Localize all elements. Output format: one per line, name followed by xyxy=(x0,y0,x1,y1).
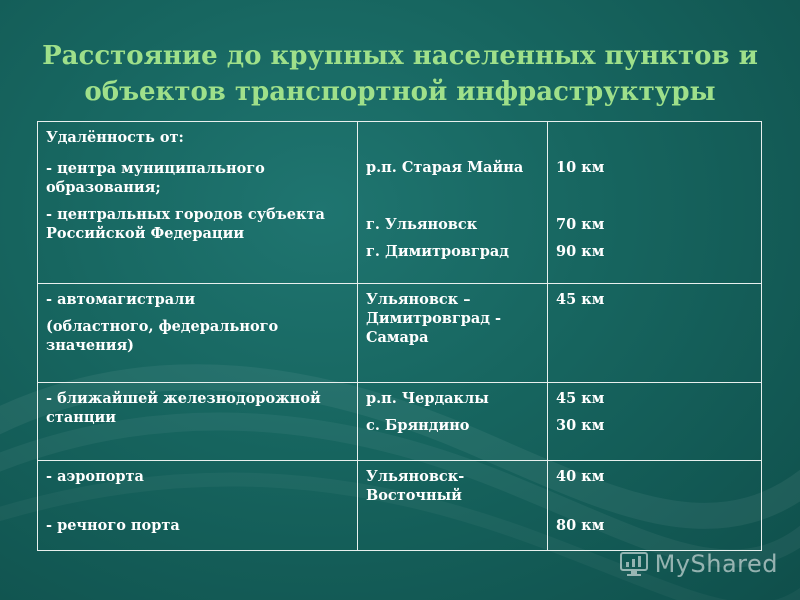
cell-text: 70 км xyxy=(556,216,605,233)
cell-text: (областного, федерального значения) xyxy=(46,318,279,354)
table-cell xyxy=(548,122,762,284)
table-cell xyxy=(38,284,358,383)
cell-text: - автомагистрали xyxy=(46,291,196,308)
cell-text: 90 км xyxy=(556,243,605,260)
table-cell xyxy=(38,461,358,551)
table-row xyxy=(38,383,762,461)
cell-text: с. Бряндино xyxy=(366,417,470,434)
cell-text: 40 км xyxy=(556,468,605,485)
table-cell xyxy=(38,383,358,461)
cell-text: г. Димитровград xyxy=(366,243,509,260)
distance-table xyxy=(37,121,762,551)
cell-text: - ближайшей железнодорожной станции xyxy=(46,390,321,426)
cell-text: р.п. Старая Майна xyxy=(366,159,524,176)
table-cell xyxy=(358,122,548,284)
cell-text: - аэропорта xyxy=(46,468,144,485)
watermark xyxy=(619,550,778,578)
cell-text: 45 км xyxy=(556,291,605,308)
slide-title: Расстояние до крупных населенных пунктов и объектов транспортной инфраструктуры xyxy=(42,41,758,107)
monitor-chart-icon xyxy=(619,550,649,578)
table-cell xyxy=(358,461,548,551)
watermark-text: MyShared xyxy=(654,550,778,578)
cell-text: г. Ульяновск xyxy=(366,216,478,233)
table-cell xyxy=(548,383,762,461)
table-cell xyxy=(38,122,358,284)
cell-text: 45 км xyxy=(556,390,605,407)
table-cell xyxy=(548,284,762,383)
cell-text: - речного порта xyxy=(46,517,180,534)
cell-text: Ульяновск – Димитровград - Самара xyxy=(366,291,502,346)
table-cell xyxy=(358,383,548,461)
table-row xyxy=(38,461,762,551)
table-cell xyxy=(548,461,762,551)
cell-heading: Удалённость от: xyxy=(46,129,184,146)
cell-text: Ульяновск-Восточный xyxy=(366,468,465,504)
cell-text: - центра муниципального образования; xyxy=(46,160,265,196)
cell-text: - центральных городов субъекта Российской Федерации xyxy=(46,206,325,242)
cell-text: 10 км xyxy=(556,159,605,176)
table-row xyxy=(38,122,762,284)
cell-text: 80 км xyxy=(556,517,605,534)
cell-text: р.п. Чердаклы xyxy=(366,390,489,407)
table-row xyxy=(38,284,762,383)
cell-text: 30 км xyxy=(556,417,605,434)
table-cell xyxy=(358,284,548,383)
